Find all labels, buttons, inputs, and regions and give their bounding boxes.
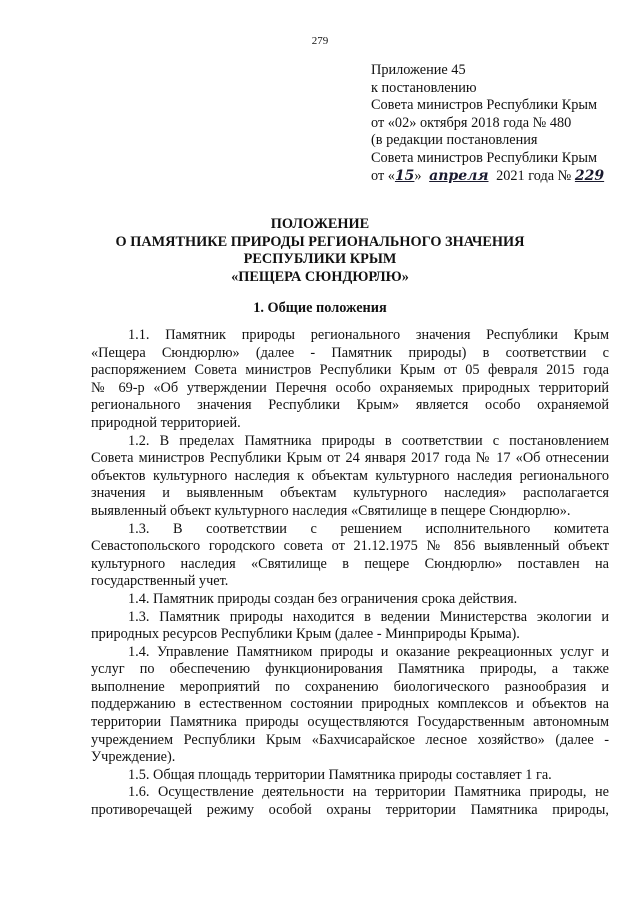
header-line: (в редакции постановления [371,132,538,149]
header-line: Приложение 45 [371,62,466,78]
handwritten-number: 229 [574,167,605,184]
body-line: регионального значения Республики Крым» является особо охраняемой [91,397,609,414]
body-line: Совета министров Республики Крым от 24 января 2017 года № 17 «Об отнесении [91,450,609,467]
page-number: 279 [311,35,329,47]
body-line: природных ресурсов Республики Крым (далее - Минприроды Крыма). [91,626,520,643]
header-line: к постановлению [371,79,477,96]
body-line: государственный учет. [91,573,229,590]
title-line: «ПЕЩЕРА СЮНДЮРЛЮ» [231,268,409,285]
title-line: РЕСПУБЛИКИ КРЫМ [243,251,397,268]
body-line: 1.2. В пределах Памятника природы в соответствии с постановлением [128,432,609,449]
date-year: 2021 года № [496,167,572,184]
header-line: Совета министров Республики Крым [371,149,598,166]
body-line: природной территорией. [91,414,241,431]
body-line: культурного наследия «Святилище в пещере Сюндюрлю» поставлен на [91,555,609,572]
body-line: объектов культурного наследия к объектам культурного наследия регионального [91,467,609,484]
body-text [91,327,609,820]
date-mid: » [414,167,422,184]
body-line: выполнение мероприятий по сохранению биологического разнообразия и [91,678,609,695]
body-line: 1.6. Осуществление деятельности на территории Памятника природы, не [128,784,609,801]
body-line: 1.3. В соответствии с решением исполнительного комитета [128,520,609,537]
header-line: от «02» октября 2018 года № 480 [371,114,572,131]
body-line: значения и выявленным объектам культурного наследия» располагается [91,485,609,502]
handwritten-day: 15 [394,167,415,184]
title-line: ПОЛОЖЕНИЕ [270,216,370,232]
body-line: Учреждение). [91,749,176,766]
body-line: 1.4. Управление Памятником природы и оказание рекреационных услуг и [128,643,609,660]
body-line: 1.3. Памятник природы находится в ведении Министерства экологии и [128,608,609,625]
body-line: учреждением Республики Крым «Бахчисарайское лесное хозяйство» (далее - [91,731,609,748]
body-line: 1.1. Памятник природы регионального значения Республики Крым [128,327,609,343]
body-line: Севастопольского городского совета от 21.12.1975 № 856 выявленный объект [91,538,609,555]
body-line: № 69-р «Об утверждении Перечня особо охраняемых природных территорий [91,379,609,396]
section-heading: 1. Общие положения [253,300,387,316]
body-line: «Пещера Сюндюрлю» (далее - Памятник природы) в соответствии с [91,344,609,361]
document-title [0,216,640,286]
handwritten-month: апреля [429,167,489,184]
body-line: 1.4. Памятник природы создан без ограничения срока действия. [128,590,518,607]
body-line: 1.5. Общая площадь территории Памятника природы составляет 1 га. [128,766,552,783]
body-line: распоряжением Совета министров Республики Крым от 05 февраля 2015 года [91,362,609,379]
appendix-header [371,62,636,185]
body-line: поддержанию в естественном состоянии природных комплексов и объектов на [91,696,609,713]
body-line: выявленный объект культурного наследия «Святилище в пещере Сюндюрлю». [91,502,571,519]
body-line: противоречащей режиму особой охраны территории Памятника природы, [91,802,609,819]
body-line: территории Памятника природы осуществляются Государственным автономным [91,714,609,731]
date-prefix: от « [371,167,395,184]
body-line: услуг по обеспечению функционирования Памятника природы, а также [91,661,609,678]
header-line: Совета министров Республики Крым [371,97,598,114]
header-date-line [371,168,636,186]
title-line: О ПАМЯТНИКЕ ПРИРОДЫ РЕГИОНАЛЬНОГО ЗНАЧЕНИЯ [115,233,525,250]
